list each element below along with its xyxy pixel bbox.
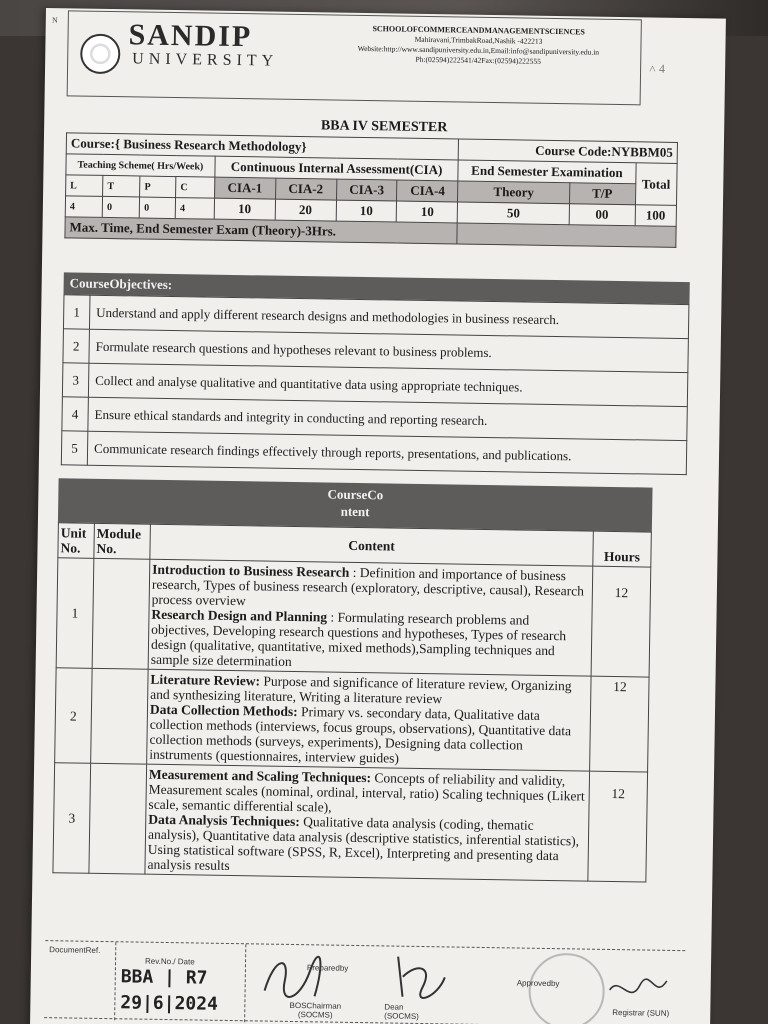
topic-title: Research Design and Planning: [151, 606, 328, 625]
unit-hours: 12: [588, 771, 648, 882]
objective-number: 1: [63, 295, 90, 329]
rev-date-label: Rev.No./ Date: [144, 956, 195, 967]
teaching-scheme-header: Teaching Scheme( Hrs/Week): [66, 154, 215, 177]
unit-content: [148, 559, 593, 676]
prepared-by-label: Preparedby: [306, 963, 349, 973]
semester-title: BBA IV SEMESTER: [320, 118, 448, 136]
objective-text: Understand and apply different research designs and methodologies in business research.: [89, 295, 688, 338]
ltpc-value: 0: [140, 197, 176, 219]
university-logo-icon: [80, 34, 121, 75]
module-number: [89, 763, 147, 874]
ltpc-header: P: [140, 176, 176, 198]
course-content-table: [52, 522, 651, 882]
cia-value: 20: [275, 199, 336, 221]
objective-text: Ensure ethical standards and integrity in conducting and reporting research.: [88, 397, 687, 440]
topic-title: Literature Review:: [150, 671, 261, 689]
dean-signature-icon: [382, 946, 453, 1007]
course-content-heading-line1: CourseCo: [327, 486, 384, 503]
total-value: 100: [635, 205, 677, 227]
cia-header: Continuous Internal Assessment(CIA): [215, 156, 459, 181]
ltpc-header: L: [66, 175, 103, 197]
corner-mark: ᴺ: [51, 14, 58, 30]
objective-number: 3: [62, 363, 89, 397]
ltpc-header: T: [103, 175, 140, 197]
topic-body: : Definition and importance of business research, Types of business research (exploratory, descriptive, causal), Research process overview: [151, 564, 585, 609]
objectives-table: [61, 294, 690, 475]
approval-footer: [44, 940, 685, 1024]
module-number: [92, 558, 150, 669]
exam-col-header: Theory: [458, 181, 570, 204]
university-stamp-icon: [528, 953, 605, 1024]
cia-value: 10: [397, 201, 458, 223]
topic-body: Qualitative data analysis (coding, thematic analysis), Quantitative data analysis (descriptive statistics, inferential statistics), Using statistical software (SPSS, R, Excel), Interpreting and presenting data analysis results: [147, 814, 580, 873]
max-time-filler: [457, 223, 676, 247]
school-address: Mahiravani,TrimbakRoad,Nashik -422213: [414, 34, 543, 46]
max-time: Max. Time, End Semester Exam (Theory)-3Hrs.: [65, 217, 458, 244]
topic-title: Measurement and Scaling Techniques:: [148, 766, 372, 786]
dean-label: Dean (SOCMS): [384, 1002, 419, 1021]
objective-text: Formulate research questions and hypotheses relevant to business problems.: [89, 329, 688, 372]
module-number: [91, 668, 148, 764]
unit-row: [56, 558, 651, 677]
course-content-heading-line2: ntent: [340, 503, 370, 520]
ltpc-value: 4: [175, 198, 214, 220]
objective-text: Communicate research findings effectively through reports, presentations, and publications.: [87, 431, 686, 474]
page-number: ˄ 4: [649, 61, 666, 76]
unit-row: [55, 668, 649, 772]
course-code: Course Code:NYBBM05: [459, 139, 678, 163]
topic-body: Concepts of reliability and validity, Measurement scales (nominal, ordinal, interval, ratio) Scaling techniques (Likert scale, semantic differential scale),: [148, 770, 585, 815]
content-col-header: Content: [150, 524, 593, 566]
cia-value: 10: [214, 198, 275, 220]
registrar-signature-icon: [604, 970, 675, 1011]
rev-number-handwritten: BBA | R7: [120, 966, 208, 989]
footer-divider: [244, 944, 246, 1022]
exam-col-header: T/P: [569, 183, 635, 205]
module-col-header: Module No.: [94, 523, 151, 559]
school-website: Website:http://www.sandipuniversity.edu.in,Email:info@sandipuniversity.edu.in: [357, 43, 600, 57]
objective-number: 2: [63, 329, 90, 363]
unit-hours: 12: [591, 566, 651, 677]
unit-content: [145, 764, 590, 881]
cia-col-header: CIA-1: [214, 177, 275, 199]
school-name: SCHOOLOFCOMMERCEANDMANAGEMENTSCIENCES: [372, 24, 585, 37]
footer-divider: [114, 942, 116, 1020]
unit-hours: 12: [590, 676, 649, 772]
exam-value: 00: [569, 204, 635, 226]
university-subtitle: UNIVERSITY: [132, 50, 279, 70]
topic-body: Primary vs. secondary data, Qualitative data collection methods (interviews, focus groups, observations), Quantitative data collection methods (surveys, experiments), Designing data collection instruments (questionnaires, interview guides): [149, 704, 572, 766]
school-info: [318, 23, 639, 68]
unit-number: 2: [55, 668, 92, 764]
cia-col-header: CIA-3: [336, 179, 397, 201]
objective-number: 4: [62, 397, 89, 431]
topic-title: Introduction to Business Research: [152, 561, 350, 580]
university-name: SANDIP: [128, 18, 253, 54]
school-phone: Ph:(02594)222541/42Fax:(02594)222555: [415, 54, 541, 66]
exam-value: 50: [458, 202, 570, 225]
document-page: [30, 8, 726, 1024]
unit-col-header: Unit No.: [58, 523, 95, 559]
objective-text: Collect and analyse qualitative and quantitative data using appropriate techniques.: [88, 363, 687, 406]
objective-number: 5: [61, 431, 88, 465]
date-handwritten: 29|6|2024: [120, 992, 219, 1015]
cia-col-header: CIA-2: [275, 178, 336, 200]
ltpc-header: C: [176, 177, 215, 199]
topic-body: : Formulating research problems and objectives, Developing research questions and hypotheses, Types of research design (qualitative, quantitative, mixed methods),Sampling techniques and sample size determination: [150, 609, 567, 669]
hours-col-header: Hours: [593, 531, 652, 567]
letterhead: [67, 10, 642, 105]
topic-title: Data Analysis Techniques:: [148, 811, 300, 830]
cia-col-header: CIA-4: [397, 180, 458, 202]
document-ref-label: DocumentRef.: [49, 945, 101, 955]
unit-number: 1: [56, 558, 94, 669]
unit-content: [147, 669, 591, 771]
ltpc-value: 0: [102, 196, 139, 218]
topic-title: Data Collection Methods:: [149, 701, 298, 720]
unit-row: [53, 763, 648, 882]
course-scheme-table: [64, 132, 678, 248]
total-header: Total: [635, 163, 677, 206]
bos-chairman-signature-icon: [254, 950, 335, 1007]
cia-value: 10: [336, 200, 397, 222]
ltpc-value: 4: [65, 196, 102, 218]
end-sem-header: End Semester Examination: [458, 160, 635, 184]
objectives-heading: CourseObjectives:: [64, 272, 690, 304]
bos-chairman-label: BOSChairman (SOCMS): [289, 1000, 342, 1020]
course-name: Course:{ Business Research Methodology}: [66, 133, 459, 160]
registrar-label: Registrar (SUN): [612, 1008, 670, 1018]
approved-by-label: Approvedby: [516, 978, 560, 989]
topic-body: Purpose and significance of literature review, Organizing and synthesizing literature, Writing a literature review: [150, 673, 572, 707]
unit-number: 3: [53, 763, 91, 874]
